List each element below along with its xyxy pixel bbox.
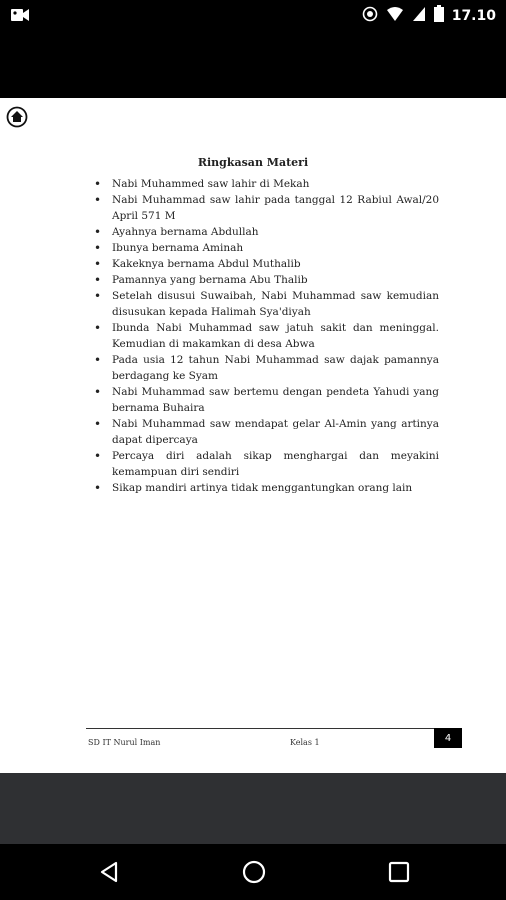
document-content	[0, 98, 506, 773]
list-item: • Ayahnya bernama Abdullah	[94, 224, 439, 240]
status-bar	[0, 0, 506, 32]
list-item: • Ibunya bernama Aminah	[94, 240, 439, 256]
document-page[interactable]	[0, 98, 506, 773]
list-item: • Ibunda Nabi Muhammad saw jatuh sakit dan meninggal. Kemudian di makamkan di desa Abwa	[94, 320, 439, 352]
home-circle-icon[interactable]	[240, 858, 268, 886]
back-triangle-icon[interactable]	[96, 858, 124, 886]
viewer-background	[0, 773, 506, 844]
list-item: • Pada usia 12 tahun Nabi Muhammad saw dajak pamannya berdagang ke Syam	[94, 352, 439, 384]
navigation-bar	[0, 844, 506, 900]
clock: 17.10	[451, 7, 496, 24]
footer-divider	[86, 728, 462, 729]
summary-list	[94, 176, 439, 496]
list-item: • Pamannya yang bernama Abu Thalib	[94, 272, 439, 288]
footer-school: SD IT Nurul Iman	[88, 738, 161, 747]
list-item: • Nabi Muhammad saw lahir pada tanggal 12 Rabiul Awal/20 April 571 M	[94, 192, 439, 224]
list-item: • Nabi Muhammed saw lahir di Mekah	[94, 176, 439, 192]
wifi-icon	[386, 6, 404, 26]
cellular-signal-icon	[412, 6, 426, 26]
list-item: • Nabi Muhammad saw mendapat gelar Al-Amin yang artinya dapat dipercaya	[94, 416, 439, 448]
video-camera-icon	[10, 7, 30, 27]
footer-grade: Kelas 1	[290, 738, 320, 747]
list-item: • Percaya diri adalah sikap menghargai dan meyakini kemampuan diri sendiri	[94, 448, 439, 480]
recents-square-icon[interactable]	[385, 858, 413, 886]
list-item: • Kakeknya bernama Abdul Muthalib	[94, 256, 439, 272]
document-heading: Ringkasan Materi	[197, 156, 309, 169]
battery-icon	[434, 5, 444, 26]
list-item: • Sikap mandiri artinya tidak menggantungkan orang lain	[94, 480, 439, 496]
list-item: • Setelah disusui Suwaibah, Nabi Muhammad saw kemudian disusukan kepada Halimah Sya'diyah	[94, 288, 439, 320]
page-number: 4	[434, 728, 462, 748]
sync-icon	[362, 6, 378, 26]
list-item: • Nabi Muhammad saw bertemu dengan pendeta Yahudi yang bernama Buhaira	[94, 384, 439, 416]
